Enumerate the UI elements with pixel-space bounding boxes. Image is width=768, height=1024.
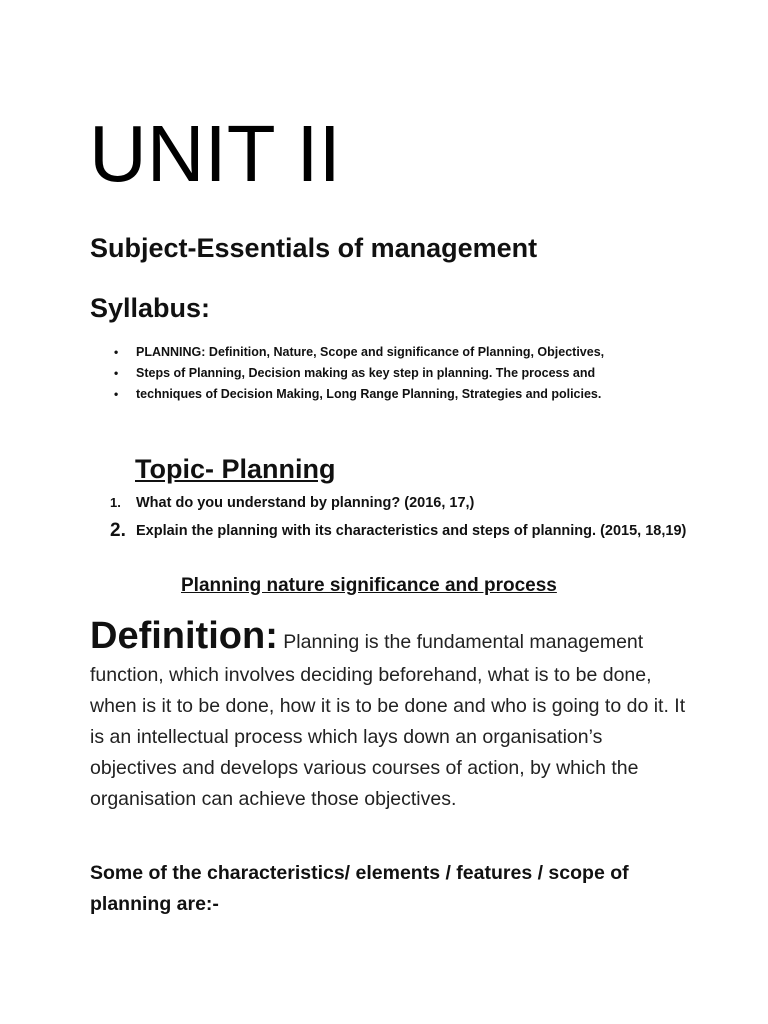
question-number: 2.	[110, 520, 126, 541]
definition-label: Definition:	[90, 615, 278, 657]
bullet-icon: •	[114, 345, 119, 359]
syllabus-item	[112, 384, 712, 405]
characteristics-heading: Some of the characteristics/ elements / features / scope of planning are:-	[90, 862, 629, 915]
question-text: Explain the planning with its characteristics and steps of planning. (2015, 18,19)	[136, 523, 687, 539]
definition-paragraph	[90, 612, 690, 815]
syllabus-item-text: PLANNING: Definition, Nature, Scope and significance of Planning, Objectives,	[136, 345, 605, 359]
definition-text: Planning is the fundamental management function, which involves deciding beforehand, what is to be done, when is it to be done, how it is to be done and who is going to do it. It is an intellectual process which lays down an organisation’s objectives and develops various courses of action, by which the organisation can achieve those objectives.	[90, 631, 686, 810]
subject-heading: Subject-Essentials of management	[90, 233, 538, 263]
syllabus-item-text: techniques of Decision Making, Long Range Planning, Strategies and policies.	[136, 387, 602, 401]
syllabus-item-text: Steps of Planning, Decision making as key step in planning. The process and	[136, 366, 596, 380]
question-item	[110, 492, 690, 514]
question-item	[110, 520, 690, 542]
section-heading: Planning nature significance and process	[181, 575, 557, 596]
bullet-icon: •	[114, 387, 119, 401]
syllabus-list	[112, 342, 712, 405]
syllabus-heading: Syllabus:	[90, 293, 211, 323]
syllabus-item	[112, 342, 712, 363]
question-number: 1.	[110, 495, 121, 510]
question-text: What do you understand by planning? (2016, 17,)	[136, 495, 475, 511]
question-list	[110, 492, 690, 542]
bullet-icon: •	[114, 366, 119, 380]
syllabus-item	[112, 363, 712, 384]
topic-heading: Topic- Planning	[135, 454, 336, 484]
unit-title: UNIT II	[89, 109, 341, 198]
